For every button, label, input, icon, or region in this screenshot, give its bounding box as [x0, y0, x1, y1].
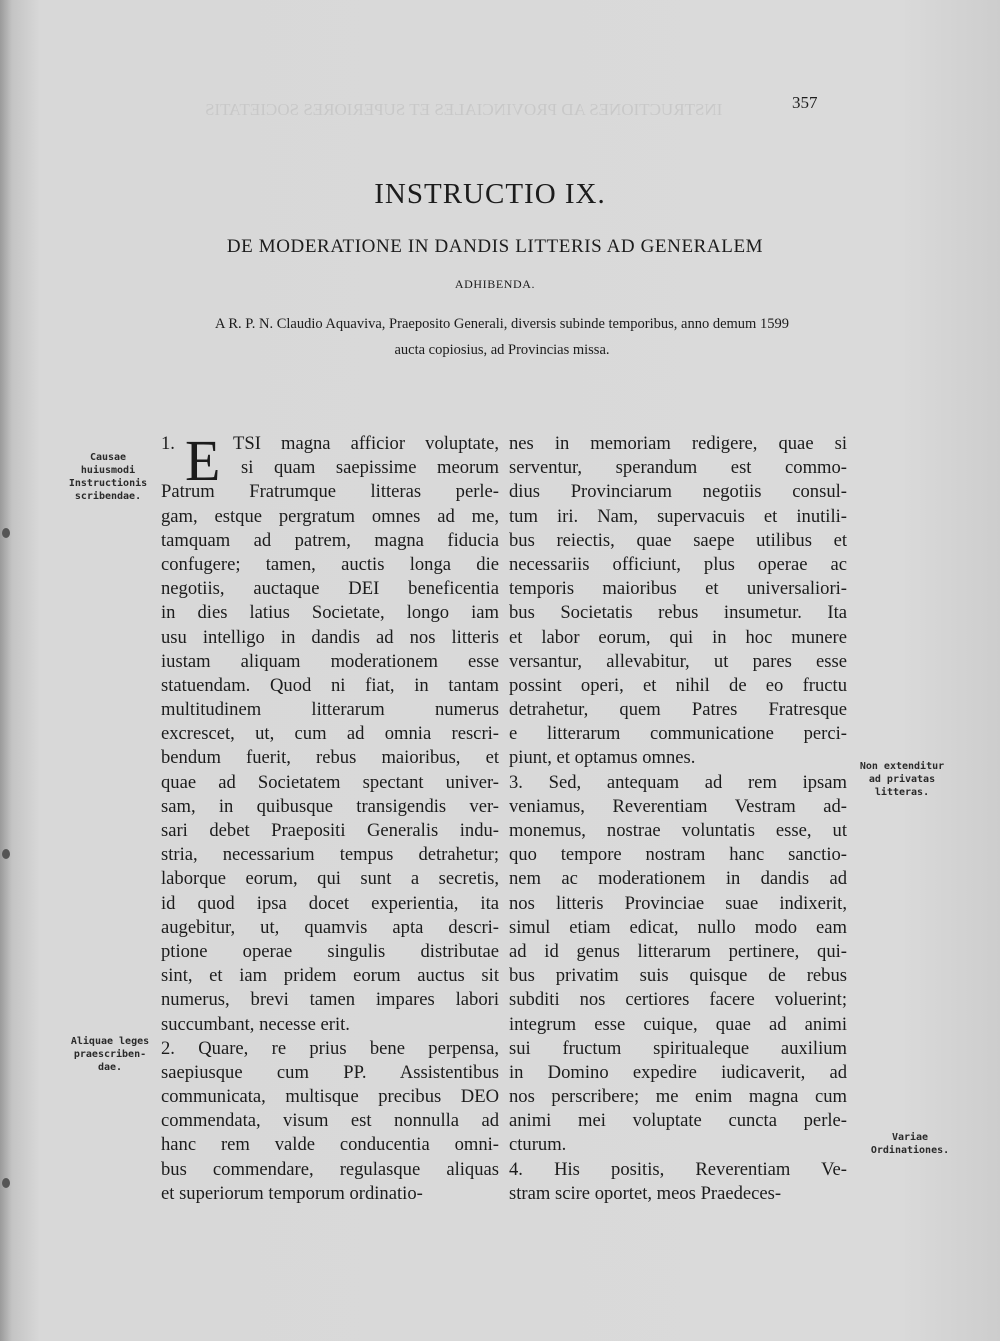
marginal-line: Aliquae leges	[70, 1036, 150, 1047]
text-line: in dies latius Societate, longo iam	[161, 602, 499, 624]
text-line: tamquam ad patrem, magna fiducia	[161, 529, 499, 551]
attribution	[162, 311, 842, 363]
text-line: si quam saepissime meorum	[241, 457, 499, 479]
text-line: 3. Sed, antequam ad rem ipsam	[509, 771, 847, 793]
text-line: Patrum Fratrumque litteras perle-	[161, 481, 499, 503]
text-line: bus Societatis rebus insumetur. Ita	[509, 602, 847, 624]
text-line: integrum esse cuique, quae ad animi	[509, 1013, 847, 1035]
text-line: laborque eorum, qui sunt a secretis,	[161, 868, 499, 890]
marginal-line: Non extenditur	[859, 761, 945, 772]
text-line: dius Provinciarum negotiis consul-	[509, 481, 847, 503]
text-line: bus privatim suis quisque de rebus	[509, 965, 847, 987]
text-line: bendum fuerit, rebus maioribus, et	[161, 747, 499, 769]
text-line: succumbant, necesse erit.	[161, 1013, 350, 1035]
marginal-note-privatas	[852, 760, 952, 799]
text-line: animi mei voluptate cuncta perle-	[509, 1110, 847, 1132]
text-line: usu intelligo in dandis ad nos litteris	[161, 626, 499, 648]
text-line: temporis maioribus et universaliori-	[509, 578, 847, 600]
text-line: nos litteris Provinciae suae indixerit,	[509, 892, 847, 914]
text-line: stria, necessarium tempus detrahetur;	[161, 844, 499, 866]
text-line: detrahetur, quem Patres Fratresque	[509, 699, 847, 721]
binding-hole	[2, 1178, 10, 1188]
text-line: 4. His positis, Reverentiam Ve-	[509, 1158, 847, 1180]
marginal-line: huiusmodi	[80, 465, 136, 476]
text-line: confugere; tamen, auctis longa die	[161, 553, 499, 575]
text-line: possint operi, et nihil de eo fructu	[509, 674, 847, 696]
text-line: id quod ipsa docet experientia, ita	[161, 892, 499, 914]
text-line: iustam aliquam moderationem esse	[161, 650, 499, 672]
attribution-line: aucta copiosius, ad Provincias missa.	[394, 342, 610, 358]
text-line: numerus, brevi tamen impares labori	[161, 989, 499, 1011]
instruction-title: INSTRUCTIO IX.	[374, 178, 606, 210]
text-line: negotiis, auctaque DEI beneficentia	[161, 578, 499, 600]
text-line: multitudinem litterarum numerus	[161, 699, 499, 721]
body-column-right	[509, 432, 847, 1206]
text-line: augebitur, ut, quamvis apta descri-	[161, 916, 499, 938]
text-line: nes in memoriam redigere, quae si	[509, 433, 847, 454]
marginal-note-variae	[860, 1131, 960, 1157]
text-line: piunt, et optamus omnes.	[509, 747, 696, 769]
text-line: commendata, visum est nonnulla ad	[161, 1110, 499, 1132]
marginal-line: scribendae.	[74, 491, 142, 502]
text-line: ad id genus litterarum pertinere, qui-	[509, 940, 847, 962]
marginal-line: Instructionis	[68, 478, 148, 489]
binding-hole	[2, 849, 10, 859]
text-line: simul etiam edicat, nullo modo eam	[509, 916, 847, 938]
marginal-line: dae.	[97, 1062, 123, 1073]
text-line: et superiorum temporum ordinatio-	[161, 1182, 423, 1204]
instruction-subtitle: DE MODERATIONE IN DANDIS LITTERIS AD GENERALEM	[226, 236, 764, 257]
text-line: statuendam. Quod ni fiat, in tantam	[161, 674, 499, 696]
marginal-line: litteras.	[874, 787, 930, 798]
text-line: sui fructum spiritualeque auxilium	[509, 1037, 847, 1059]
marginal-note-leges	[60, 1035, 160, 1074]
text-line: sari debet Praepositi Generalis indu-	[161, 820, 499, 841]
paragraph-number: 1.	[161, 433, 175, 454]
text-line: in Domino expedire iudicaverit, ad	[509, 1061, 847, 1083]
text-line: necessariis officiunt, plus operae ac	[509, 553, 847, 575]
binding-hole	[2, 528, 10, 538]
text-line: monemus, nostrae voluntatis esse, ut	[509, 820, 847, 841]
text-line: hanc rem valde conducentia omni-	[161, 1134, 499, 1156]
text-line: tum iri. Nam, supervacuis et inutili-	[509, 505, 847, 527]
text-line: 2. Quare, re prius bene perpensa,	[161, 1037, 499, 1059]
bleed-through-header: INSTRUCTIONES AD PROVINCIALES ET SUPERIORES SOCIETATIS	[205, 100, 723, 119]
marginal-line: Variae	[891, 1132, 929, 1143]
marginal-line: Ordinationes.	[870, 1145, 950, 1156]
text-line: sint, et iam pridem eorum auctus sit	[161, 965, 499, 987]
text-line: stram scire oportet, meos Praedeces-	[509, 1182, 782, 1204]
text-line: ptione operae singulis distributae	[161, 940, 499, 962]
text-line: versantur, allevabitur, ut pares esse	[509, 650, 847, 672]
instruction-subtitle-continued: ADHIBENDA.	[454, 277, 536, 291]
marginal-line: Causae	[89, 452, 127, 463]
marginal-line: praescriben-	[73, 1049, 147, 1060]
text-line: et labor eorum, qui in hoc munere	[509, 626, 847, 648]
body-column-left	[161, 428, 499, 1206]
text-line: cturum.	[509, 1134, 567, 1156]
text-line: nos perscribere; me enim magna cum	[509, 1086, 847, 1108]
marginal-note-causae	[58, 451, 158, 503]
text-line: sam, in quibusque transigendis ver-	[161, 795, 499, 817]
text-line: excrescet, ut, cum ad omnia rescri-	[161, 723, 499, 745]
text-line: serventur, sperandum est commo-	[509, 457, 847, 479]
text-line: e litterarum communicatione perci-	[509, 723, 847, 745]
text-line: nem ac moderationem in dandis ad	[509, 868, 847, 890]
attribution-line: A R. P. N. Claudio Aquaviva, Praeposito Generali, diversis subinde temporibus, anno demum 1599	[215, 316, 789, 332]
text-line: saepiusque cum PP. Assistentibus	[161, 1061, 499, 1083]
text-line: bus reiectis, quae saepe utilibus et	[509, 529, 847, 551]
text-line: quae ad Societatem spectant univer-	[161, 771, 499, 793]
text-line: quo tempore nostram hanc sanctio-	[509, 844, 847, 866]
marginal-line: ad privatas	[868, 774, 936, 785]
drop-cap: E	[185, 428, 221, 493]
text-line: subditi nos certiores facere voluerint;	[509, 989, 847, 1011]
text-segment: TSI magna afficior voluptate,	[233, 433, 499, 454]
text-line: veniamus, Reverentiam Vestram ad-	[509, 795, 847, 817]
text-line: bus commendare, regulasque aliquas	[161, 1158, 499, 1180]
text-line: gam, estque pergratum omnes ad me,	[161, 505, 499, 527]
text-line: communicata, multisque precibus DEO	[161, 1086, 499, 1108]
page-number: 357	[792, 93, 818, 112]
